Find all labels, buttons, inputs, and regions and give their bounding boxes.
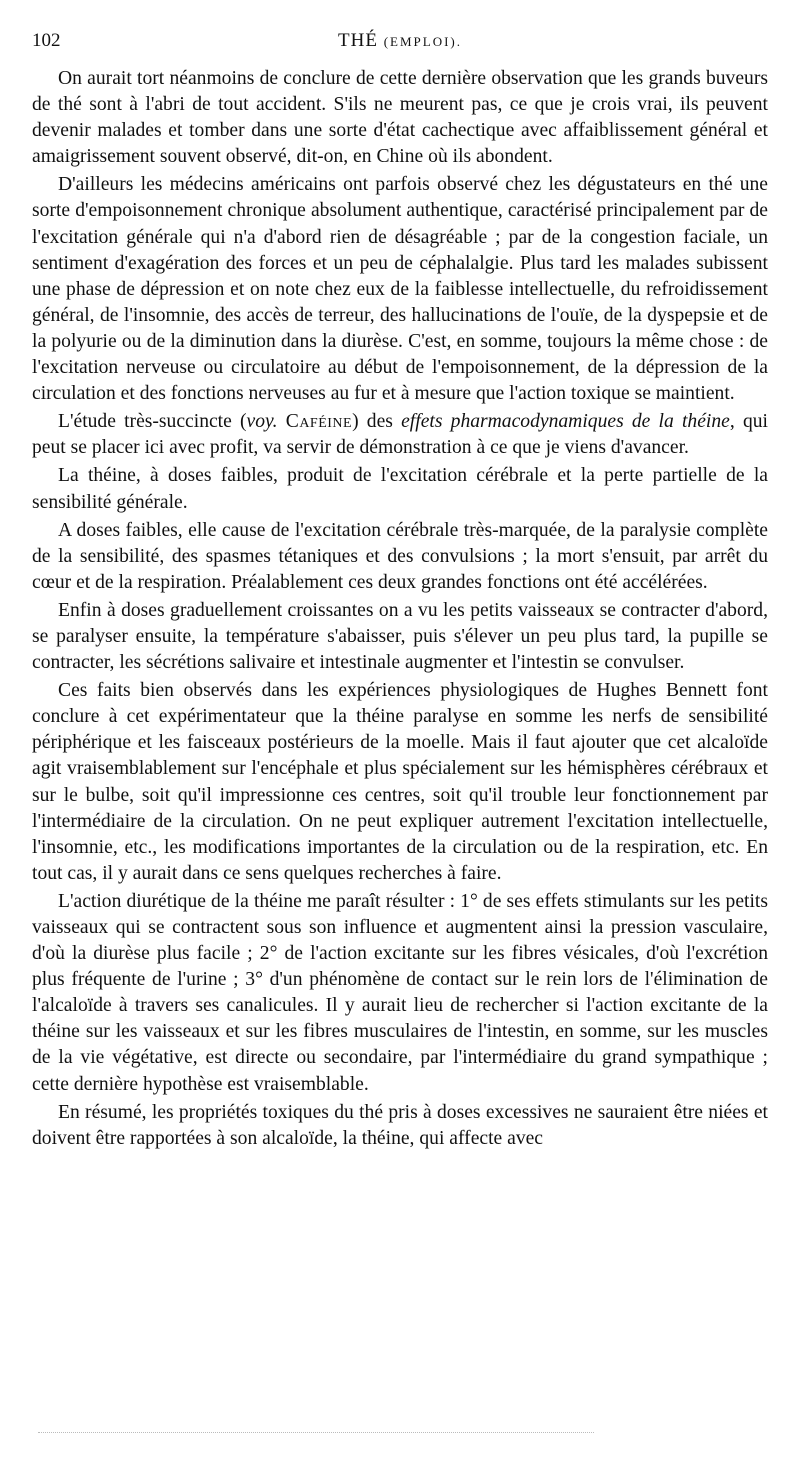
paragraph-8: L'action diurétique de la théine me paraît résulter : 1° de ses effets stimulants sur les petits vaisseaux qui se contractent sous son influence et augmentent ainsi la pression vasculaire, d'où la diurèse plus facile ; 2° de l'action excitante sur les fibres vésicales, d'où l'excrétion plus fréquente de l'urine ; 3° d'un phénomène de contact sur le rein lors de l'élimination de l'alcaloïde à travers ses canalicules. Il y aurait lieu de rechercher si l'action excitante de la théine sur les vaisseaux et sur les fibres musculaires de l'intestin, en somme, sur les muscles de la vie végétative, est directe ou secondaire, par l'intermédiaire du grand sympathique ; cette dernière hypothèse est vraisemblable. [32,890,768,1095]
running-head [32,30,768,58]
paragraph-3-after: , qui peut se placer ici avec profit, va servir de démonstration à ce que je viens d'avancer. [32,411,768,459]
paragraph-7: Ces faits bien observés dans les expériences physiologiques de Hughes Bennett font conclure à cet expérimentateur que la théine paralyse en somme les nerfs de sensibilité périphérique et les faisceaux postérieurs de la moelle. Mais il faut ajouter que cet alcaloïde agit vraisemblablement sur l'encéphale et plus spécialement sur les hémisphères cérébraux et sur le bulbe, soit qu'il impressionne ces centres, soit qu'il trouble leur fonctionnement par l'intermédiaire de la circulation. On ne peut expliquer autrement l'excitation intellectuelle, l'insomnie, etc., les modifications importantes de la circulation ou de la respiration, etc. En tout cas, il y aurait dans ce sens quelques recherches à faire. [32,680,768,884]
cross-reference-term: Caféine [285,411,353,433]
running-title [32,30,768,52]
paragraph-4: La théine, à doses faibles, produit de l'excitation cérébrale et la perte partielle de la sensibilité générale. [32,465,768,513]
page-number: 102 [32,30,61,51]
body-text [32,66,768,1152]
paragraph-3-italic: effets pharmacodynamiques de la théine [401,411,730,433]
paragraph-5: A doses faibles, elle cause de l'excitation cérébrale très-marquée, de la paralysie complète de la sensibilité, des spasmes tétaniques et des convulsions ; la mort s'ensuit, par arrêt du cœur et de la respiration. Préalablement ces deux grandes fonctions ont été accélérées. [32,519,768,593]
paragraph-3 [32,409,768,461]
paragraph-1: On aurait tort néanmoins de conclure de cette dernière observation que les grands buveurs de thé sont à l'abri de tout accident. S'ils ne meurent pas, ce que je crois vrai, ils peuvent devenir malades et tomber dans une sorte d'état cachectique avec affaiblissement général et amaigrissement souvent observé, dit-on, en Chine où ils abondent. [32,68,768,168]
book-page [32,30,768,1440]
running-title-sub: (EMPLOI). [383,34,462,49]
paragraph-6: Enfin à doses graduellement croissantes on a vu les petits vaisseaux se contracter d'abord, se paralyser ensuite, la température s'abaisser, puis s'élever un peu plus tard, la pupille se contracter, les sécrétions salivaire et intestinale augmenter et l'intestin se convulser. [32,599,768,674]
paragraph-2: D'ailleurs les médecins américains ont parfois observé chez les dégustateurs en thé une sorte d'empoisonnement chronique absolument authentique, caractérisé principalement par de l'excitation générale qui n'a d'abord rien de désagréable ; par de la congestion faciale, un sentiment d'exagération des forces et un peu de céphalalgie. Plus tard les malades subissent une phase de dépression et on note chez eux de la faiblesse intellectuelle, du refroidissement général, de l'insomnie, des accès de terreur, des hallucinations de l'ouïe, de la dyspepsie et de la polyurie ou de la diminution dans la diurèse. C'est, en somme, toujours la même chose : de l'excitation nerveuse ou circulatoire au début de l'empoisonnement, de la dépression de la circulation et des fonctions nerveuses au fur et à mesure que l'action toxique se maintient. [32,174,768,405]
paragraph-3-before: L'étude très-succincte ( [58,411,247,433]
cross-reference-abbr: voy. [246,411,278,433]
footer-rule [38,1432,594,1433]
paragraph-3-middle: ) des [352,411,402,433]
running-title-main: THÉ [338,30,378,51]
paragraph-9: En résumé, les propriétés toxiques du thé pris à doses excessives ne sauraient être niées et doivent être rapportées à son alcaloïde, la théine, qui affecte avec [32,1101,768,1149]
